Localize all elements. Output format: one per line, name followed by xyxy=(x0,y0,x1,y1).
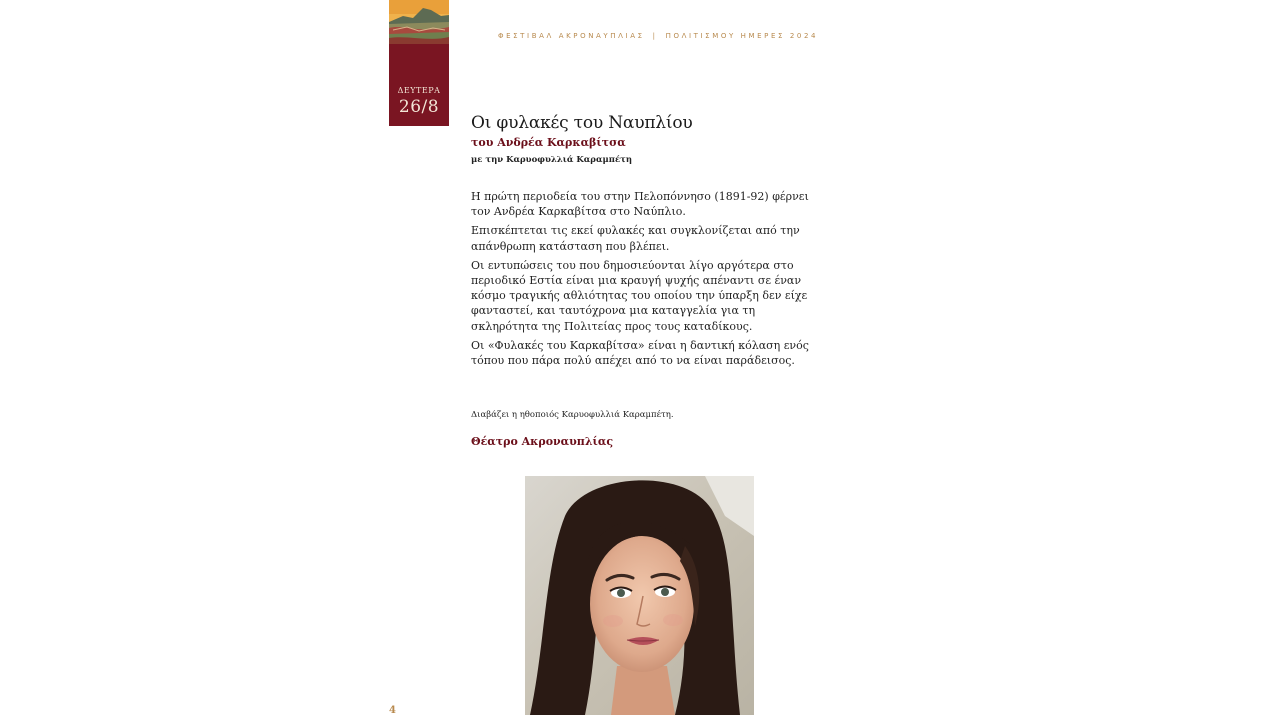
description-paragraph: Η πρώτη περιοδεία του στην Πελοπόννησο (1891-92) φέρνει τον Ανδρέα Καρκαβίτσα στο Ναύπλιο. xyxy=(471,190,809,219)
header-separator: | xyxy=(652,32,658,40)
description-paragraph: Οι «Φυλακές του Καρκαβίτσα» είναι η δαντική κόλαση ενός τόπου που πάρα πολύ απέχει από το να είναι παράδεισος. xyxy=(471,338,809,368)
festival-days: ΠΟΛΙΤΙΣΜΟΥ ΗΜΕΡΕΣ 2024 xyxy=(665,32,819,40)
portrait-image xyxy=(525,476,754,715)
weekday-label: ΔΕΥΤΕΡΑ xyxy=(397,86,441,95)
page-number: 4 xyxy=(389,705,396,716)
festival-name: ΦΕΣΤΙΒΑΛ ΑΚΡΟΝΑΥΠΛΙΑΣ xyxy=(498,32,645,40)
event-description xyxy=(471,189,811,372)
performer-credit: με την Καρυοφυλλιά Καραμπέτη xyxy=(471,155,633,165)
page-header xyxy=(498,32,818,40)
event-date: 26/8 xyxy=(398,97,440,117)
landscape-illustration xyxy=(389,0,449,44)
date-tab xyxy=(389,0,449,126)
event-author: του Ανδρέα Καρκαβίτσα xyxy=(471,136,626,149)
description-paragraph: Επισκέπτεται τις εκεί φυλακές και συγκλονίζεται από την απάνθρωπη κατάσταση που βλέπει. xyxy=(471,224,800,253)
performer-portrait xyxy=(525,476,754,715)
event-venue: Θέατρο Ακροναυπλίας xyxy=(471,435,614,448)
event-title: Οι φυλακές του Ναυπλίου xyxy=(471,113,693,133)
description-paragraph: Οι εντυπώσεις του που δημοσιεύονται λίγο αργότερα στο περιοδικό Εστία είναι μια κραυγή ψυχής απέναντι σε έναν κόσμο τραγικής αθλιότητας του οποίου την ύπαρξη δεν είχε φανταστεί, και ταυτόχρονα μια καταγγελία για τη σκληρότητα της Πολιτείας προς τους καταδίκους. xyxy=(471,258,808,333)
reader-note: Διαβάζει η ηθοποιός Καρυοφυλλιά Καραμπέτη. xyxy=(471,410,674,420)
